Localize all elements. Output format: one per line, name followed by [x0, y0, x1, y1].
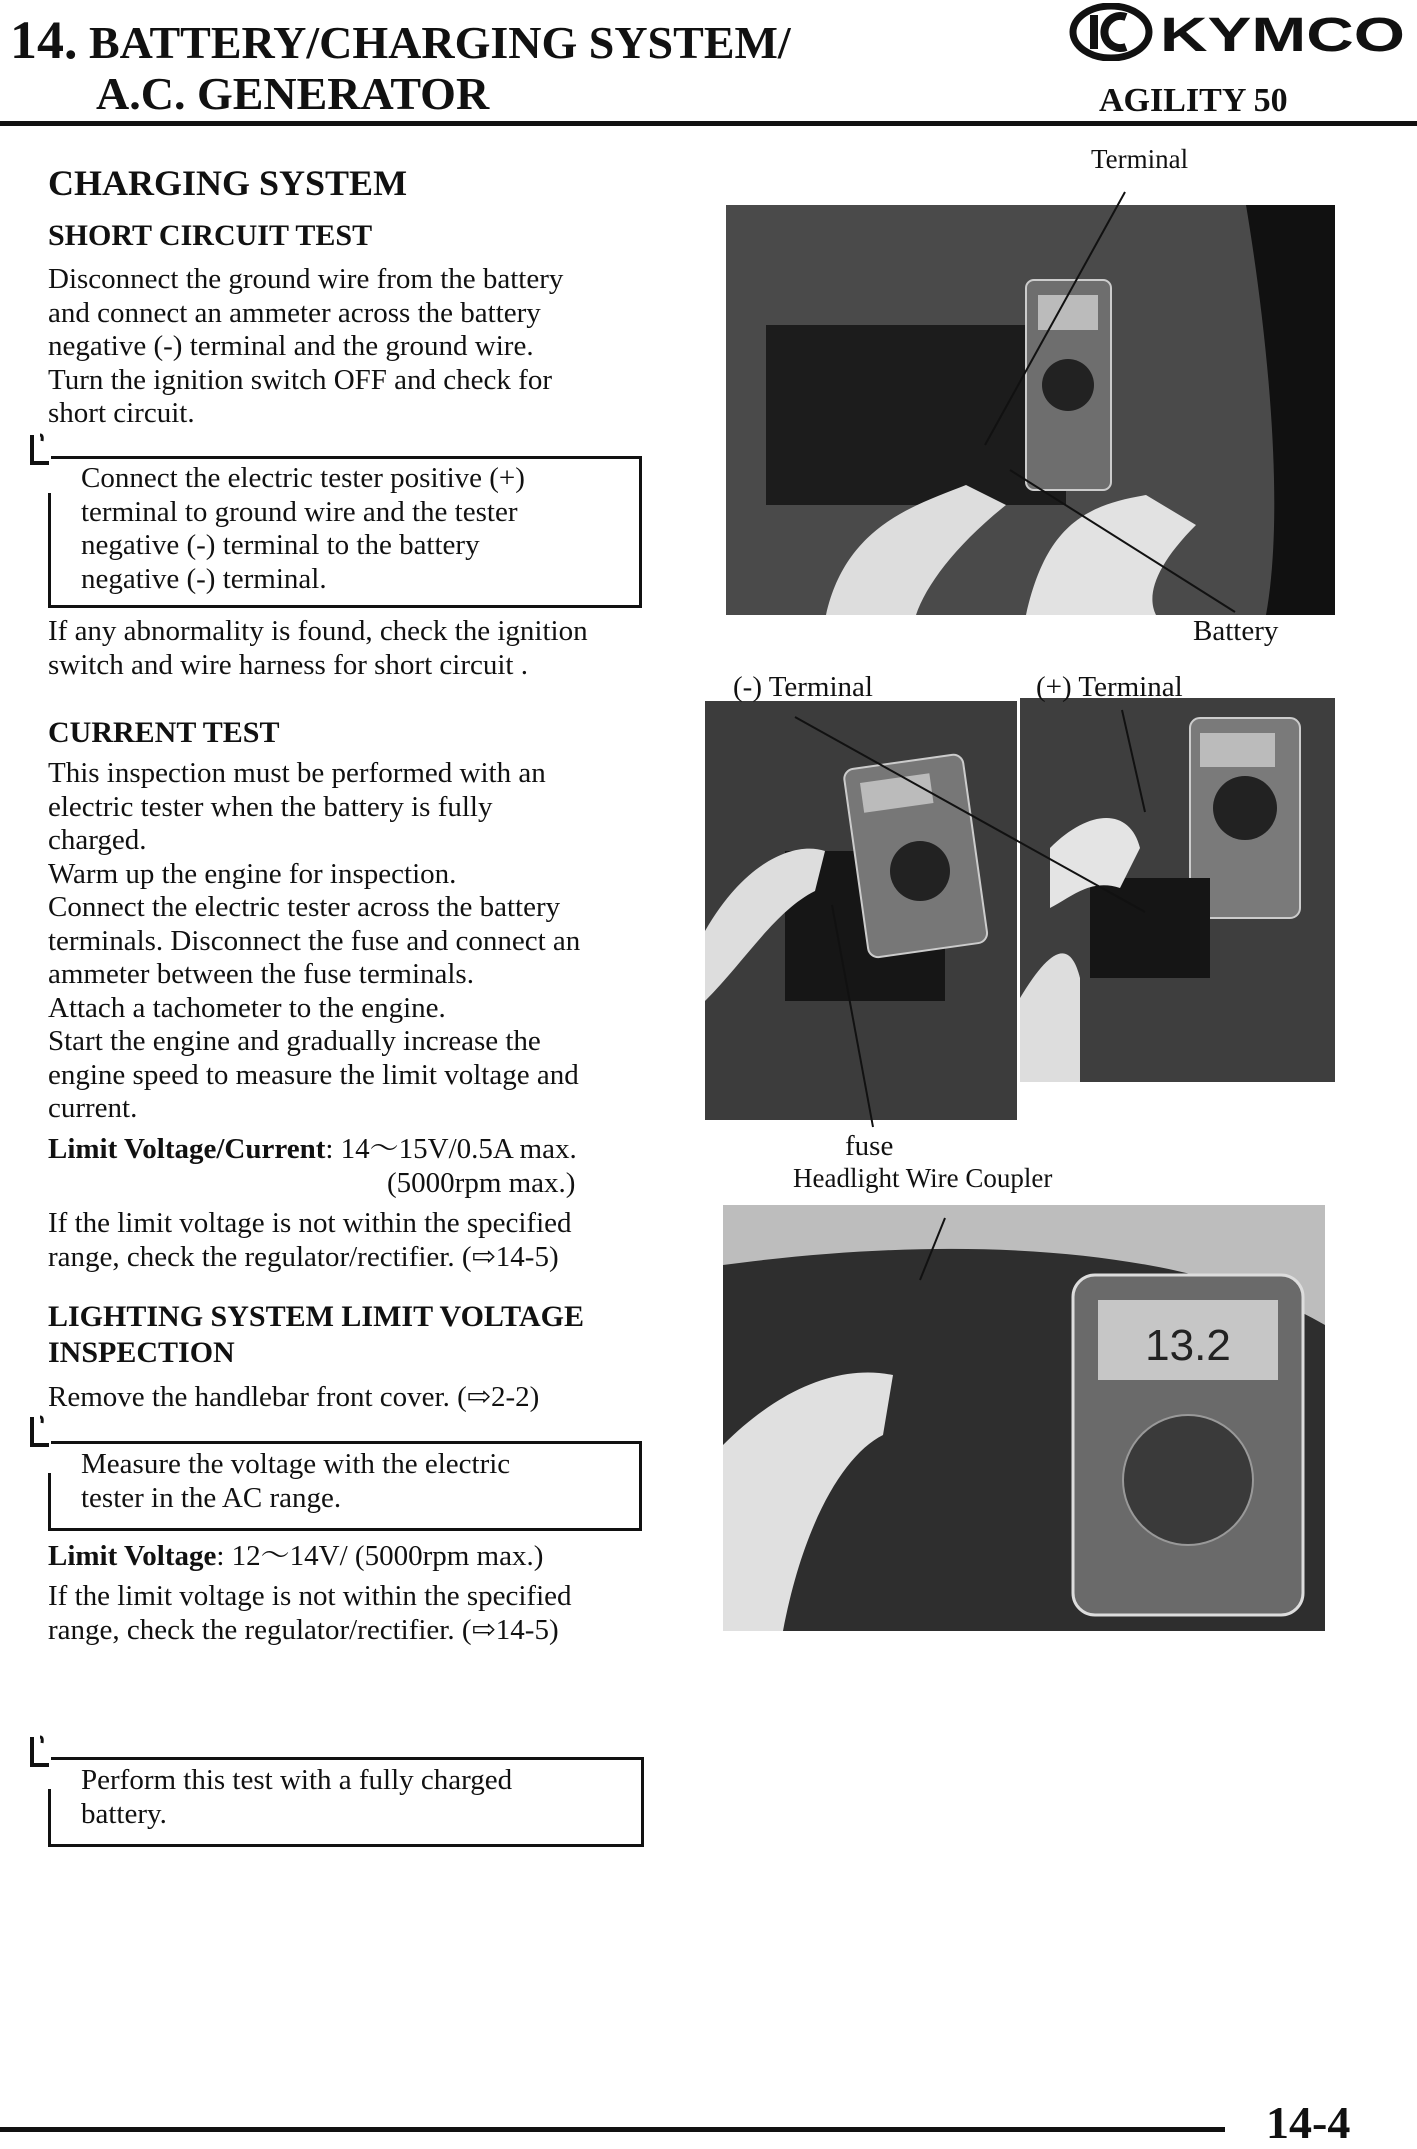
text-line: ammeter between the fuse terminals. — [48, 958, 474, 990]
note-line: negative (-) terminal to the battery — [81, 529, 480, 561]
label-pos-terminal: (+) Terminal — [1036, 671, 1183, 703]
lighting-text: Remove the handlebar front cover. (⇨2-2) — [48, 1381, 540, 1413]
label-terminal: Terminal — [1091, 144, 1189, 174]
text-line: range, check the regulator/rectifier. (⇨14-5) — [48, 1613, 559, 1646]
text-line: Connect the electric tester across the battery — [48, 891, 561, 923]
title-line1: BATTERY/CHARGING SYSTEM/ — [89, 17, 791, 68]
text-line: If the limit voltage is not within the specified — [48, 1207, 572, 1239]
spec-label: Limit Voltage/Current — [48, 1133, 326, 1165]
current-test-heading: CURRENT TEST — [48, 716, 280, 749]
text-line: This inspection must be performed with an — [48, 757, 546, 789]
label-fuse: fuse — [845, 1130, 894, 1162]
text-line: If the limit voltage is not within the specified — [48, 1580, 572, 1612]
note-line: negative (-) terminal. — [81, 562, 327, 595]
text-line: Disconnect the ground wire from the battery — [48, 263, 564, 295]
text-line: range, check the regulator/rectifier. (⇨14-5) — [48, 1240, 559, 1273]
note-line: tester in the AC range. — [81, 1481, 342, 1514]
text-line: short circuit. — [48, 397, 195, 429]
current-spec-rpm: (5000rpm max.) — [387, 1167, 576, 1199]
label-headlight-coupler: Headlight Wire Coupler — [793, 1163, 1053, 1193]
text-line: electric tester when the battery is fully — [48, 790, 493, 823]
label-neg-terminal: (-) Terminal — [733, 671, 873, 703]
heading-line: INSPECTION — [48, 1336, 235, 1369]
text-line: engine speed to measure the limit voltage and — [48, 1058, 579, 1091]
spec-value: : 14～15V/0.5A max. — [325, 1133, 577, 1165]
short-circuit-heading: SHORT CIRCUIT TEST — [48, 219, 373, 252]
text-line: terminals. Disconnect the fuse and connect an — [48, 924, 581, 957]
model-name: AGILITY 50 — [1099, 82, 1288, 119]
footer-rule — [0, 2127, 1225, 2132]
spec-value: : 12～14V/ (5000rpm max.) — [216, 1540, 544, 1572]
heading-line: LIGHTING SYSTEM LIMIT VOLTAGE — [48, 1300, 584, 1333]
note-line: Connect the electric tester positive (+) — [81, 462, 525, 494]
note-line: battery. — [81, 1797, 167, 1830]
label-battery: Battery — [1193, 615, 1279, 647]
text-line: current. — [48, 1092, 138, 1124]
text-line: Start the engine and gradually increase the — [48, 1025, 541, 1057]
note-line: terminal to ground wire and the tester — [81, 495, 518, 528]
note-line: Measure the voltage with the electric — [81, 1448, 511, 1480]
text-line: Attach a tachometer to the engine. — [48, 991, 446, 1024]
page-number: 14-4 — [1266, 2097, 1351, 2148]
text-line: charged. — [48, 824, 147, 856]
note-line: Perform this test with a fully charged — [81, 1764, 513, 1796]
title-line2: A.C. GENERATOR — [96, 68, 490, 119]
text-line: Turn the ignition switch OFF and check for — [48, 363, 552, 396]
meter-reading: 13.2 — [1145, 1321, 1231, 1370]
section-title: CHARGING SYSTEM — [48, 163, 408, 203]
text-line: negative (-) terminal and the ground wire. — [48, 330, 534, 362]
text-line: Warm up the engine for inspection. — [48, 857, 457, 890]
chapter-number: 14. — [10, 10, 78, 70]
text-line: If any abnormality is found, check the ignition — [48, 615, 588, 647]
text-line: switch and wire harness for short circuit . — [48, 648, 528, 681]
text-line: and connect an ammeter across the battery — [48, 296, 541, 329]
spec-label: Limit Voltage — [48, 1540, 217, 1572]
svg-text:KYMCO: KYMCO — [1160, 9, 1405, 61]
